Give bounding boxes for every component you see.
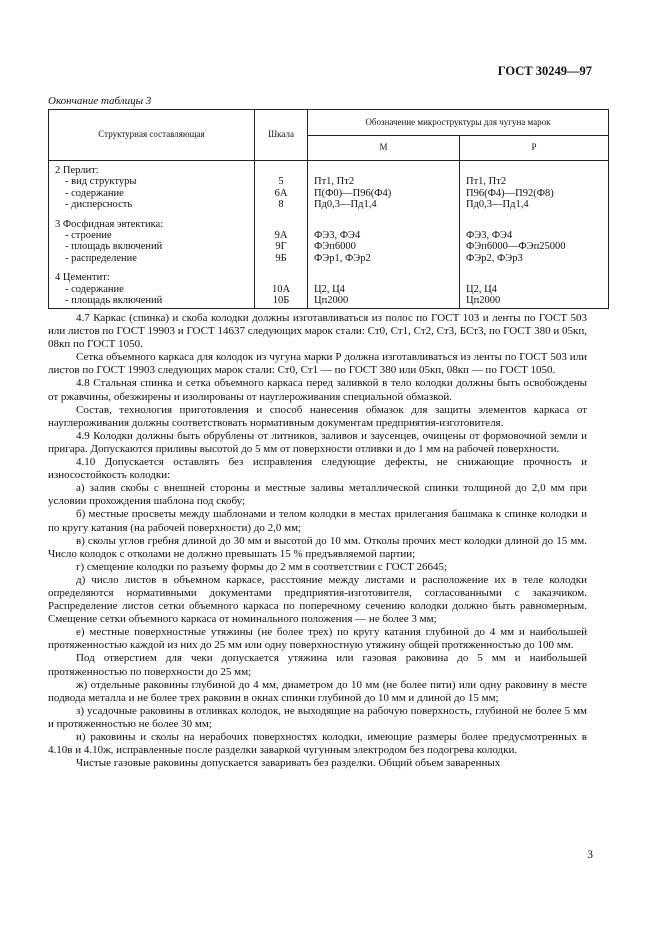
- table-cell: 9Б: [275, 252, 287, 264]
- list-item-b: б) местные просветы между шаблонами и телом колодки в местах прилегания башмака к спинке колодки и по кругу катания (на рабочей поверхности) до 2,0 мм;: [48, 508, 587, 534]
- table-cell: Цп2000: [314, 294, 349, 306]
- table-cell: ФЭп6000—ФЭп25000: [466, 241, 566, 253]
- table-caption: Окончание таблицы 3: [48, 95, 152, 107]
- table-cell: [255, 272, 307, 283]
- clause-4-7: 4.7 Каркас (спинка) и скоба колодки должны изготавливаться из полос по ГОСТ 103 и ленты по ГОСТ 503 или листов по ГОСТ 19903 и ГОСТ 14637 следующих марок стали: Ст0, Ст1, Ст2, Ст3, БСт3, по ГОСТ 380 и 05кп, 08кп по ГОСТ 1050.: [48, 312, 587, 351]
- table-cell: - вид структуры: [65, 176, 137, 188]
- grade-m-column: [308, 161, 459, 308]
- table-cell: ФЭп6000: [314, 241, 356, 253]
- table-body-row: [49, 161, 609, 309]
- document-body: [48, 312, 587, 770]
- document-code: ГОСТ 30249—97: [497, 64, 592, 78]
- table-cell: 10Б: [272, 294, 290, 306]
- table-cell: Ц2, Ц4: [314, 283, 345, 295]
- clause-4-9: 4.9 Колодки должны быть обрублены от литников, заливов и заусенцев, очищены от формовочной земли и пригара. Допускаются приливы высотой до 5 мм от поверхности отливки и до 1 мм на рабочей поверхности.: [48, 429, 587, 455]
- table-cell: 10А: [271, 283, 291, 295]
- list-item-z: з) усадочные раковины в отливках колодок, не выходящие на рабочую поверхность, глубиной не более 5 мм и протяженностью не более 30 мм;: [48, 704, 587, 730]
- table-cell: 9Г: [275, 241, 287, 253]
- header-grade-m: М: [308, 136, 460, 161]
- table-cell: 6А: [274, 187, 288, 199]
- table-cell: П96(Ф4)—П92(Ф8): [466, 187, 554, 199]
- grade-p-column: [460, 161, 608, 308]
- list-item-v: в) сколы углов гребня длиной до 30 мм и высотой до 10 мм. Отколы прочих мест колодки длиной до 15 мм. Число колодок с отколами не должно превышать 15 % предъявляемой партии;: [48, 534, 587, 560]
- table-3-continuation: [48, 109, 609, 309]
- table-cell: - площадь включений: [65, 241, 163, 253]
- table-cell: - содержание: [65, 283, 124, 295]
- table-cell: [466, 165, 604, 176]
- table-cell: - распределение: [65, 252, 137, 264]
- header-designation: Обозначение микроструктуры для чугуна марок: [308, 110, 609, 136]
- table-cell: ФЭ3, ФЭ4: [466, 229, 513, 241]
- table-cell: [466, 219, 604, 230]
- table-cell: Цп2000: [466, 294, 501, 306]
- table-cell: - дисперсность: [65, 199, 133, 211]
- clause-4-10: 4.10 Допускается оставлять без исправления следующие дефекты, не снижающие прочность и износостойкость колодки:: [48, 456, 587, 482]
- list-item-e: е) местные поверхностные утяжины (не более трех) по кругу катания глубиной до 4 мм и наибольшей протяженностью каждой из них до 25 мм или одну поверхностную утяжину общей протяженностью до 100 мм.: [48, 626, 587, 652]
- list-item-i: и) раковины и сколы на нерабочих поверхностях колодки, имеющие размеры более предусмотренных в 4.10в и 4.10ж, исправленные после разделки заваркой чугунным электродом без подогрева колодки.: [48, 731, 587, 757]
- table-cell: [466, 272, 604, 283]
- table-cell: [314, 272, 455, 283]
- paragraph: Сетка объемного каркаса для колодок из чугуна марки Р должна изготавливаться из ленты по ГОСТ 503 или листов по ГОСТ 19903 следующих марок стали: Ст0, Ст1 — по ГОСТ 380 или 05кп, 08кп — по ГОСТ 1050.: [48, 351, 587, 377]
- list-item-zh: ж) отдельные раковины глубиной до 4 мм, диаметром до 10 мм (не более пяти) или одну раковину в месте подвода металла и не более трех раковин в окнах спинки глубиной до 10 мм и длиной до 15 мм;: [48, 678, 587, 704]
- clause-4-8: 4.8 Стальная спинка и сетка объемного каркаса перед заливкой в тело колодки должны быть освобождены от ржавчины, обезжирены и изолированы от науглероживания специальной обмазкой.: [48, 377, 587, 403]
- list-item-d: д) число листов в объемном каркасе, расстояние между листами и расположение их в теле колодки определяются нормативными документами предприятия-изготовителя, согласованными с заказчиком. Распределение листов сетки объемного каркаса по поперечному сечению колодки должно быть равномерным. Смещение сетки объемного каркаса от номинального положения — не более 3 мм;: [48, 573, 587, 626]
- table-cell: Пт1, Пт2: [314, 176, 355, 188]
- table-cell: 3 Фосфидная эвтектика:: [55, 218, 164, 230]
- table-cell: Пд0,3—Пд1,4: [466, 199, 529, 211]
- table-cell: Пд0,3—Пд1,4: [314, 199, 377, 211]
- header-grade-p: Р: [460, 136, 609, 161]
- table-cell: - площадь включений: [65, 294, 163, 306]
- list-item-a: а) залив скобы с внешней стороны и местные заливы металлической спинки толщиной до 2,0 мм при условии прохождения шаблона под скобу;: [48, 482, 587, 508]
- table-cell: [255, 165, 307, 176]
- table-cell: [314, 219, 455, 230]
- table-cell: 8: [278, 199, 284, 211]
- paragraph: Чистые газовые раковины допускается заваривать без разделки. Общий объем заваренных: [76, 757, 501, 770]
- table-cell: ФЭ3, ФЭ4: [314, 229, 361, 241]
- table-cell: ФЭр1, ФЭр2: [314, 252, 371, 264]
- table-cell: Ц2, Ц4: [466, 283, 497, 295]
- table-cell: - строение: [65, 229, 112, 241]
- paragraph: Состав, технология приготовления и способ нанесения обмазок для защиты элементов каркаса от науглероживания должны соответствовать нормативным документам предприятия-изготовителя.: [48, 403, 587, 429]
- table-cell: 4 Цементит:: [55, 272, 110, 284]
- header-structure: Структурная составляющая: [49, 110, 255, 161]
- header-scale: Шкала: [255, 110, 308, 161]
- table-cell: П(Ф0)—П96(Ф4): [314, 187, 392, 199]
- list-item-g: г) смещение колодки по разъему формы до 2 мм в соответствии с ГОСТ 26645;: [76, 560, 448, 573]
- table-cell: 2 Перлит:: [55, 165, 99, 176]
- table-cell: [255, 219, 307, 230]
- page-number: 3: [587, 849, 593, 861]
- structure-column: [49, 161, 254, 308]
- table-cell: Пт1, Пт2: [466, 176, 507, 188]
- table-cell: 5: [278, 176, 284, 188]
- scale-column: [255, 161, 307, 308]
- table-cell: - содержание: [65, 187, 124, 199]
- table-cell: ФЭр2, ФЭр3: [466, 252, 523, 264]
- table-cell: [314, 165, 455, 176]
- table-cell: 9А: [274, 229, 288, 241]
- paragraph: Под отверстием для чеки допускается утяжина или газовая раковина до 5 мм и наибольшей протяженностью по поверхности до 25 мм;: [48, 652, 587, 678]
